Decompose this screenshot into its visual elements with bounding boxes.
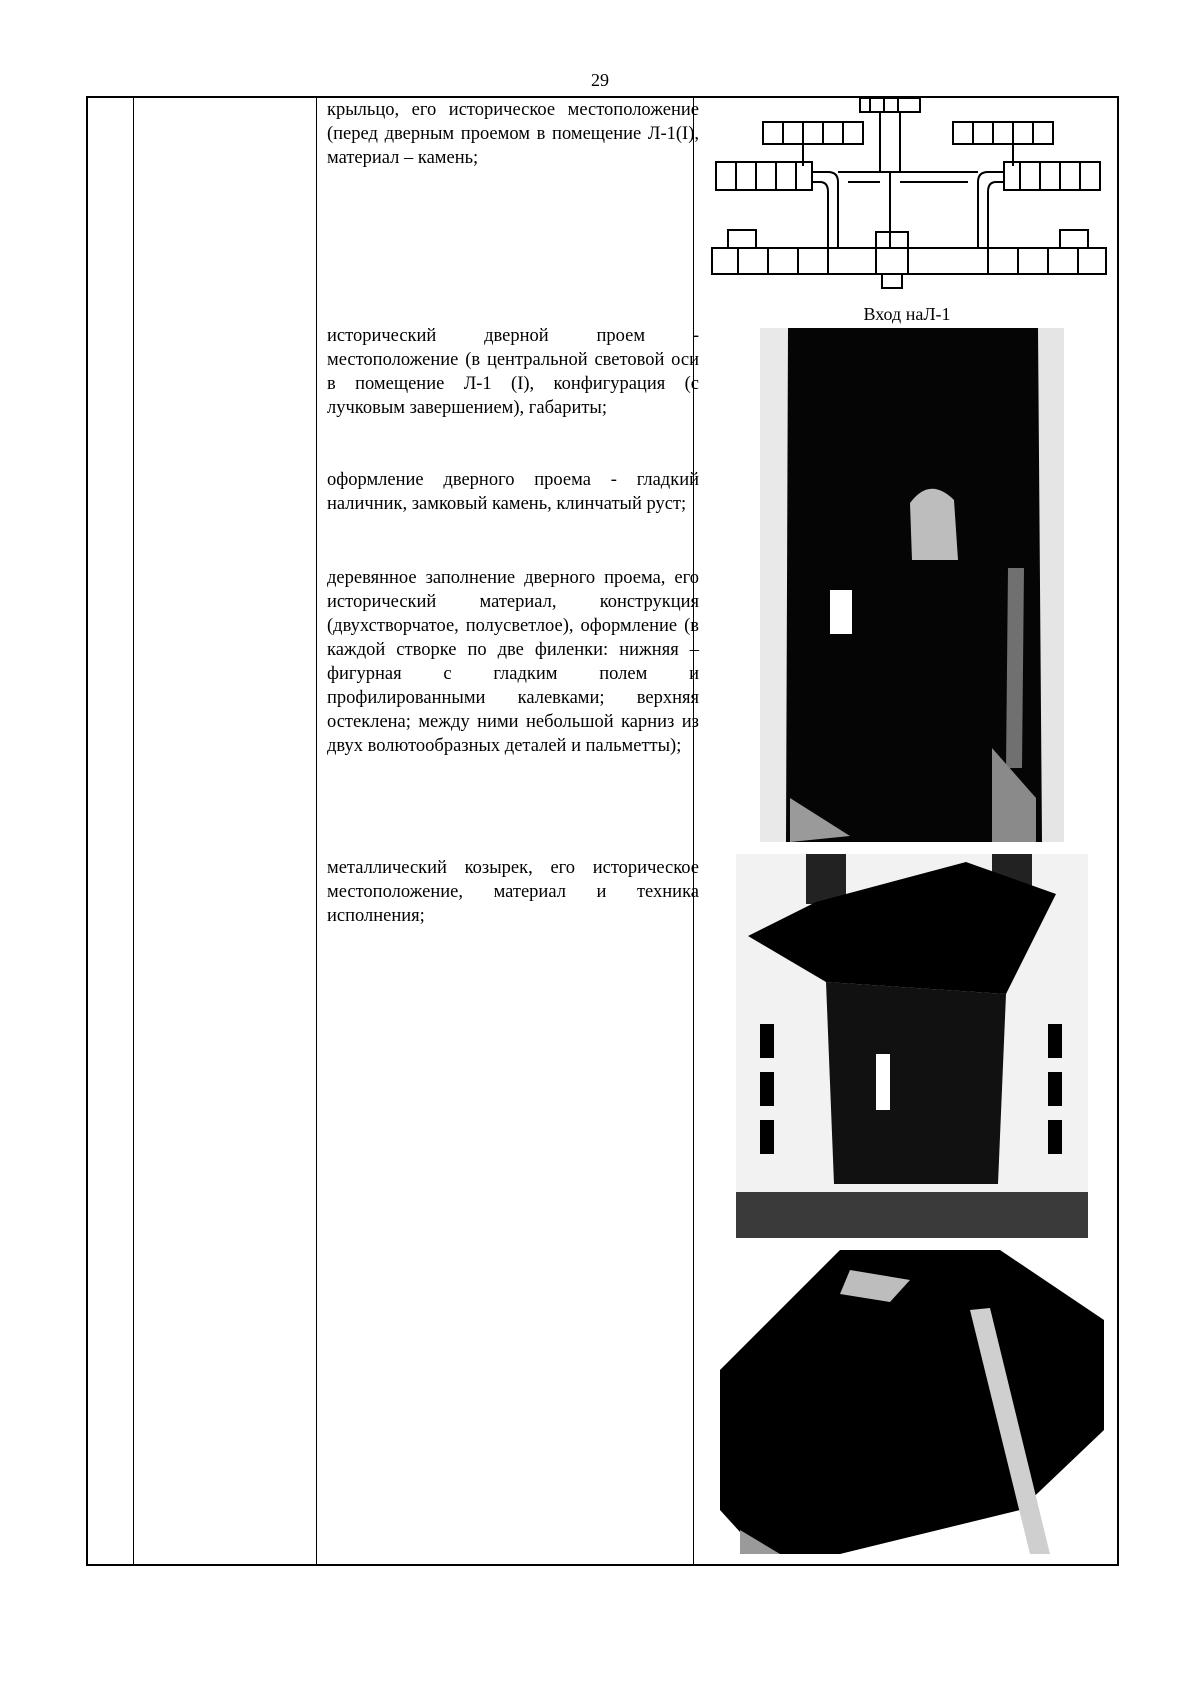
page-number: 29 [591, 70, 609, 90]
table-cell-text [327, 324, 699, 420]
floor-plan-image [708, 98, 1110, 302]
doorway-photo [760, 328, 1064, 842]
item-canopy: металлический козырек, его историческое местоположение, материал и техника исполнения; [327, 858, 699, 926]
table-cell-text [327, 856, 699, 928]
table-cell-text [327, 468, 699, 516]
canopy-photo-front [736, 854, 1088, 1238]
item-doorway-decor: оформление дверного проема - гладкий наличник, замковый камень, клинчатый руст; [327, 470, 699, 514]
canopy-photo-underside [720, 1250, 1104, 1554]
table-cell-text [327, 566, 699, 758]
item-door-filling: деревянное заполнение дверного проема, его исторический материал, конструкция (двухстворчатое, полусветлое), оформление (в каждой створке по две филенки: нижняя – фигурная с гладким полем и профилированными калевками; верхняя остеклена; между ними небольшой карниз из двух волютообразных деталей и пальметты); [327, 568, 699, 756]
table-column-divider [133, 98, 134, 1564]
plan-caption: Вход наЛ-1 [863, 304, 951, 324]
table-cell-text [327, 98, 699, 170]
item-porch: крыльцо, его историческое местоположение (перед дверным проемом в помещение Л-1(I), материал – камень; [327, 100, 699, 168]
item-doorway: исторический дверной проем - местоположение (в центральной световой оси в помещение Л-1 (I), конфигурация (с лучковым завершением), габариты; [327, 326, 699, 418]
table-column-divider [316, 98, 317, 1564]
document-table [86, 96, 1119, 1566]
